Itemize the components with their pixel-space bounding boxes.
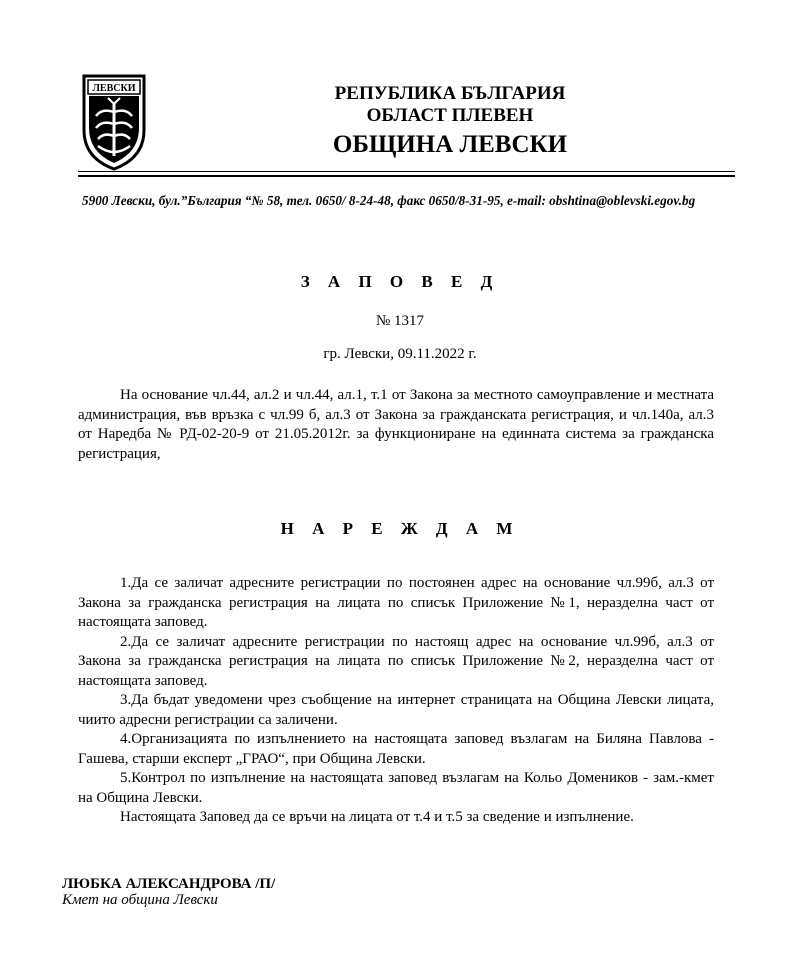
logo-text: ЛЕВСКИ [92, 83, 136, 94]
signatory-title: Кмет на община Левски [62, 892, 218, 908]
header-municipality: ОБЩИНА ЛЕВСКИ [332, 131, 568, 158]
order-items [78, 574, 714, 828]
contact-line [82, 193, 695, 209]
header-region: ОБЛАСТ ПЛЕВЕН [366, 105, 534, 126]
contact-email[interactable]: obshtina@oblevski.egov.bg [549, 193, 696, 208]
document-number: № 1317 [375, 313, 425, 329]
place-date: гр. Левски, 09.11.2022 г. [323, 346, 477, 362]
order-item-2: 2.Да се заличат адресните регистрации по настоящ адрес на основание чл.99б, ал.3 от Закона за гражданска регистрация на лицата по списък Приложение №2, неразделна част от настоящата заповед. [78, 633, 714, 689]
intro-paragraph: На основание чл.44, ал.2 и чл.44, ал.1, т.1 от Закона за местното самоуправление и местната администрация, във връзка с чл.99 б, ал.3 от Закона за гражданската регистрация, и чл.140а, ал.3 от Наредба № РД-02-20-9 от 21.05.2012г. за функциониране на единната система за гражданска регистрация, [78, 387, 714, 462]
signatory-name: ЛЮБКА АЛЕКСАНДРОВА /П/ [62, 876, 276, 892]
order-closing: Настоящата Заповед да се връчи на лицата от т.4 и т.5 за сведение и изпълнение. [120, 809, 634, 825]
header-divider [78, 171, 735, 172]
header-country: РЕПУБЛИКА БЪЛГАРИЯ [334, 83, 566, 104]
order-title: Н А Р Е Ж Д А М [280, 519, 520, 538]
contact-address: 5900 Левски, бул.”България “№ 58, тел. 0650/ 8-24-48, факс 0650/8-31-95, e-mail: [82, 193, 550, 208]
order-item-5: 5.Контрол по изпълнение на настоящата заповед възлагам на Кольо Домеников - зам.-кмет на Община Левски. [78, 770, 714, 806]
order-item-4: 4.Организацията по изпълнението на настоящата заповед възлагам на Биляна Павлова - Гашева, старши експерт „ГРАО“, при Община Левски. [78, 731, 714, 767]
order-item-3: 3.Да бъдат уведомени чрез съобщение на интернет страницата на Община Левски лицата, чиито адресни регистрации са заличени. [78, 692, 714, 728]
coat-of-arms-icon [80, 72, 148, 172]
order-item-1: 1.Да се заличат адресните регистрации по постоянен адрес на основание чл.99б, ал.3 от Закона за гражданска регистрация на лицата по списък Приложение №1, неразделна част от настоящата заповед. [78, 575, 714, 630]
header-divider-thick [78, 175, 735, 177]
document-title: З А П О В Е Д [300, 272, 500, 291]
